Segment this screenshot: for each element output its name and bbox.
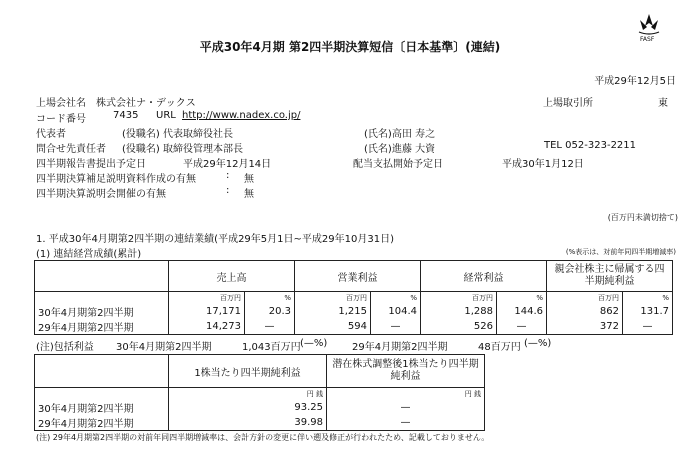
cell-value: — xyxy=(327,415,485,431)
rep-role: (役職名) 代表取締役社長 xyxy=(122,129,233,140)
table-row xyxy=(35,400,485,415)
rep-label: 代表者 xyxy=(36,129,66,140)
dividend-date-label: 配当支払開始予定日 xyxy=(353,159,443,170)
results-unit-blank xyxy=(35,292,169,304)
eps-header-basic: 1株当たり四半期純利益 xyxy=(169,355,327,388)
code-label: コード番号 xyxy=(36,114,86,125)
url-label: URL xyxy=(156,110,176,121)
table-row xyxy=(35,304,673,319)
exchange-value: 東 xyxy=(658,98,668,109)
results-header-sales: 売上高 xyxy=(169,261,295,292)
eps-header-blank xyxy=(35,355,169,388)
cell-value: 372 xyxy=(547,319,623,335)
report-date-value: 平成29年12月14日 xyxy=(183,159,272,170)
report-date: 平成29年12月5日 xyxy=(594,76,676,87)
contact-label: 問合せ先責任者 xyxy=(36,144,106,155)
cell-value: 14,273 xyxy=(169,319,245,335)
cell-value: 17,171 xyxy=(169,304,245,319)
cell-value: — xyxy=(327,400,485,415)
comprehensive-prev-value: 48百万円 xyxy=(478,342,521,353)
results-header-net-income: 親会社株主に帰属する四半期純利益 xyxy=(547,261,673,292)
row-label: 29年4月期第2四半期 xyxy=(35,319,169,335)
table-row xyxy=(35,415,485,431)
unit-pct: % xyxy=(623,292,673,304)
footnote: (注) 29年4月期第2四半期の対前年同四半期増減率は、会計方針の変更に伴い遡及修正が行われたため、記載しておりません。 xyxy=(36,433,490,442)
results-header-operating-income: 営業利益 xyxy=(295,261,421,292)
table-row xyxy=(35,319,673,335)
cell-value: 862 xyxy=(547,304,623,319)
percent-note: (%表示は、対前年同四半期増減率) xyxy=(565,248,676,256)
cell-value: 93.25 xyxy=(169,400,327,415)
section-1-heading: 1. 平成30年4月期第2四半期の連結業績(平成29年5月1日~平成29年10月31日) xyxy=(36,234,394,245)
company-label: 上場会社名 xyxy=(36,98,86,109)
fasf-logo-icon xyxy=(636,12,662,36)
cell-value: 131.7 xyxy=(623,304,673,319)
contact-name: 進藤 大資 xyxy=(392,144,436,155)
eps-unit: 円 銭 xyxy=(327,388,485,400)
eps-unit: 円 銭 xyxy=(169,388,327,400)
contact-tel: TEL 052-323-2211 xyxy=(544,140,637,151)
cell-value: — xyxy=(623,319,673,335)
comprehensive-prev-pct: (—%) xyxy=(524,338,552,349)
unit-pct: % xyxy=(497,292,547,304)
eps-header-diluted: 潜在株式調整後1株当たり四半期純利益 xyxy=(327,355,485,388)
cell-value: 144.6 xyxy=(497,304,547,319)
supp-material-value: 無 xyxy=(244,174,254,185)
document-title: 平成30年4月期 第2四半期決算短信〔日本基準〕(連結) xyxy=(199,40,501,54)
cell-value: 526 xyxy=(421,319,497,335)
results-header-blank xyxy=(35,261,169,292)
code-value: 7435 xyxy=(113,110,139,121)
cell-value: 594 xyxy=(295,319,371,335)
company-url-link[interactable]: http://www.nadex.co.jp/ xyxy=(182,110,301,121)
supp-material-label: 四半期決算補足説明資料作成の有無 xyxy=(36,174,196,185)
exchange-label: 上場取引所 xyxy=(543,98,593,109)
rounding-note: (百万円未満切捨て) xyxy=(607,213,678,222)
logo-label: FASF xyxy=(640,36,655,43)
briefing-value: 無 xyxy=(244,189,254,200)
cell-value: 1,288 xyxy=(421,304,497,319)
comprehensive-prev-label: 29年4月期第2四半期 xyxy=(352,342,448,353)
unit-pct: % xyxy=(245,292,295,304)
unit-yen: 百万円 xyxy=(169,292,245,304)
subsection-1-heading: (1) 連結経営成績(累計) xyxy=(36,249,142,260)
row-label: 29年4月期第2四半期 xyxy=(35,415,169,431)
cell-value: 39.98 xyxy=(169,415,327,431)
consolidated-results-table xyxy=(34,260,673,335)
eps-unit-blank xyxy=(35,388,169,400)
supp-material-sep: : xyxy=(226,170,230,181)
eps-table xyxy=(34,354,485,431)
cell-value: — xyxy=(371,319,421,335)
comprehensive-cur-value: 1,043百万円 xyxy=(242,342,301,353)
cell-value: 104.4 xyxy=(371,304,421,319)
dividend-date-value: 平成30年1月12日 xyxy=(502,159,584,170)
briefing-label: 四半期決算説明会開催の有無 xyxy=(36,189,166,200)
unit-yen: 百万円 xyxy=(547,292,623,304)
comprehensive-cur-label: 30年4月期第2四半期 xyxy=(116,342,212,353)
comprehensive-cur-pct: (—%) xyxy=(300,338,328,349)
cell-value: — xyxy=(245,319,295,335)
unit-yen: 百万円 xyxy=(421,292,497,304)
rep-name-label: (氏名) xyxy=(364,129,392,140)
row-label: 30年4月期第2四半期 xyxy=(35,304,169,319)
unit-pct: % xyxy=(371,292,421,304)
company-name: 株式会社ナ・デックス xyxy=(96,98,196,109)
briefing-sep: : xyxy=(226,185,230,196)
cell-value: — xyxy=(497,319,547,335)
report-date-label: 四半期報告書提出予定日 xyxy=(36,159,146,170)
cell-value: 20.3 xyxy=(245,304,295,319)
contact-name-label: (氏名) xyxy=(364,144,392,155)
comprehensive-label: (注)包括利益 xyxy=(36,342,94,353)
results-header-ordinary-income: 経常利益 xyxy=(421,261,547,292)
row-label: 30年4月期第2四半期 xyxy=(35,400,169,415)
rep-name: 高田 寿之 xyxy=(392,129,436,140)
contact-role: (役職名) 取締役管理本部長 xyxy=(122,144,243,155)
unit-yen: 百万円 xyxy=(295,292,371,304)
cell-value: 1,215 xyxy=(295,304,371,319)
